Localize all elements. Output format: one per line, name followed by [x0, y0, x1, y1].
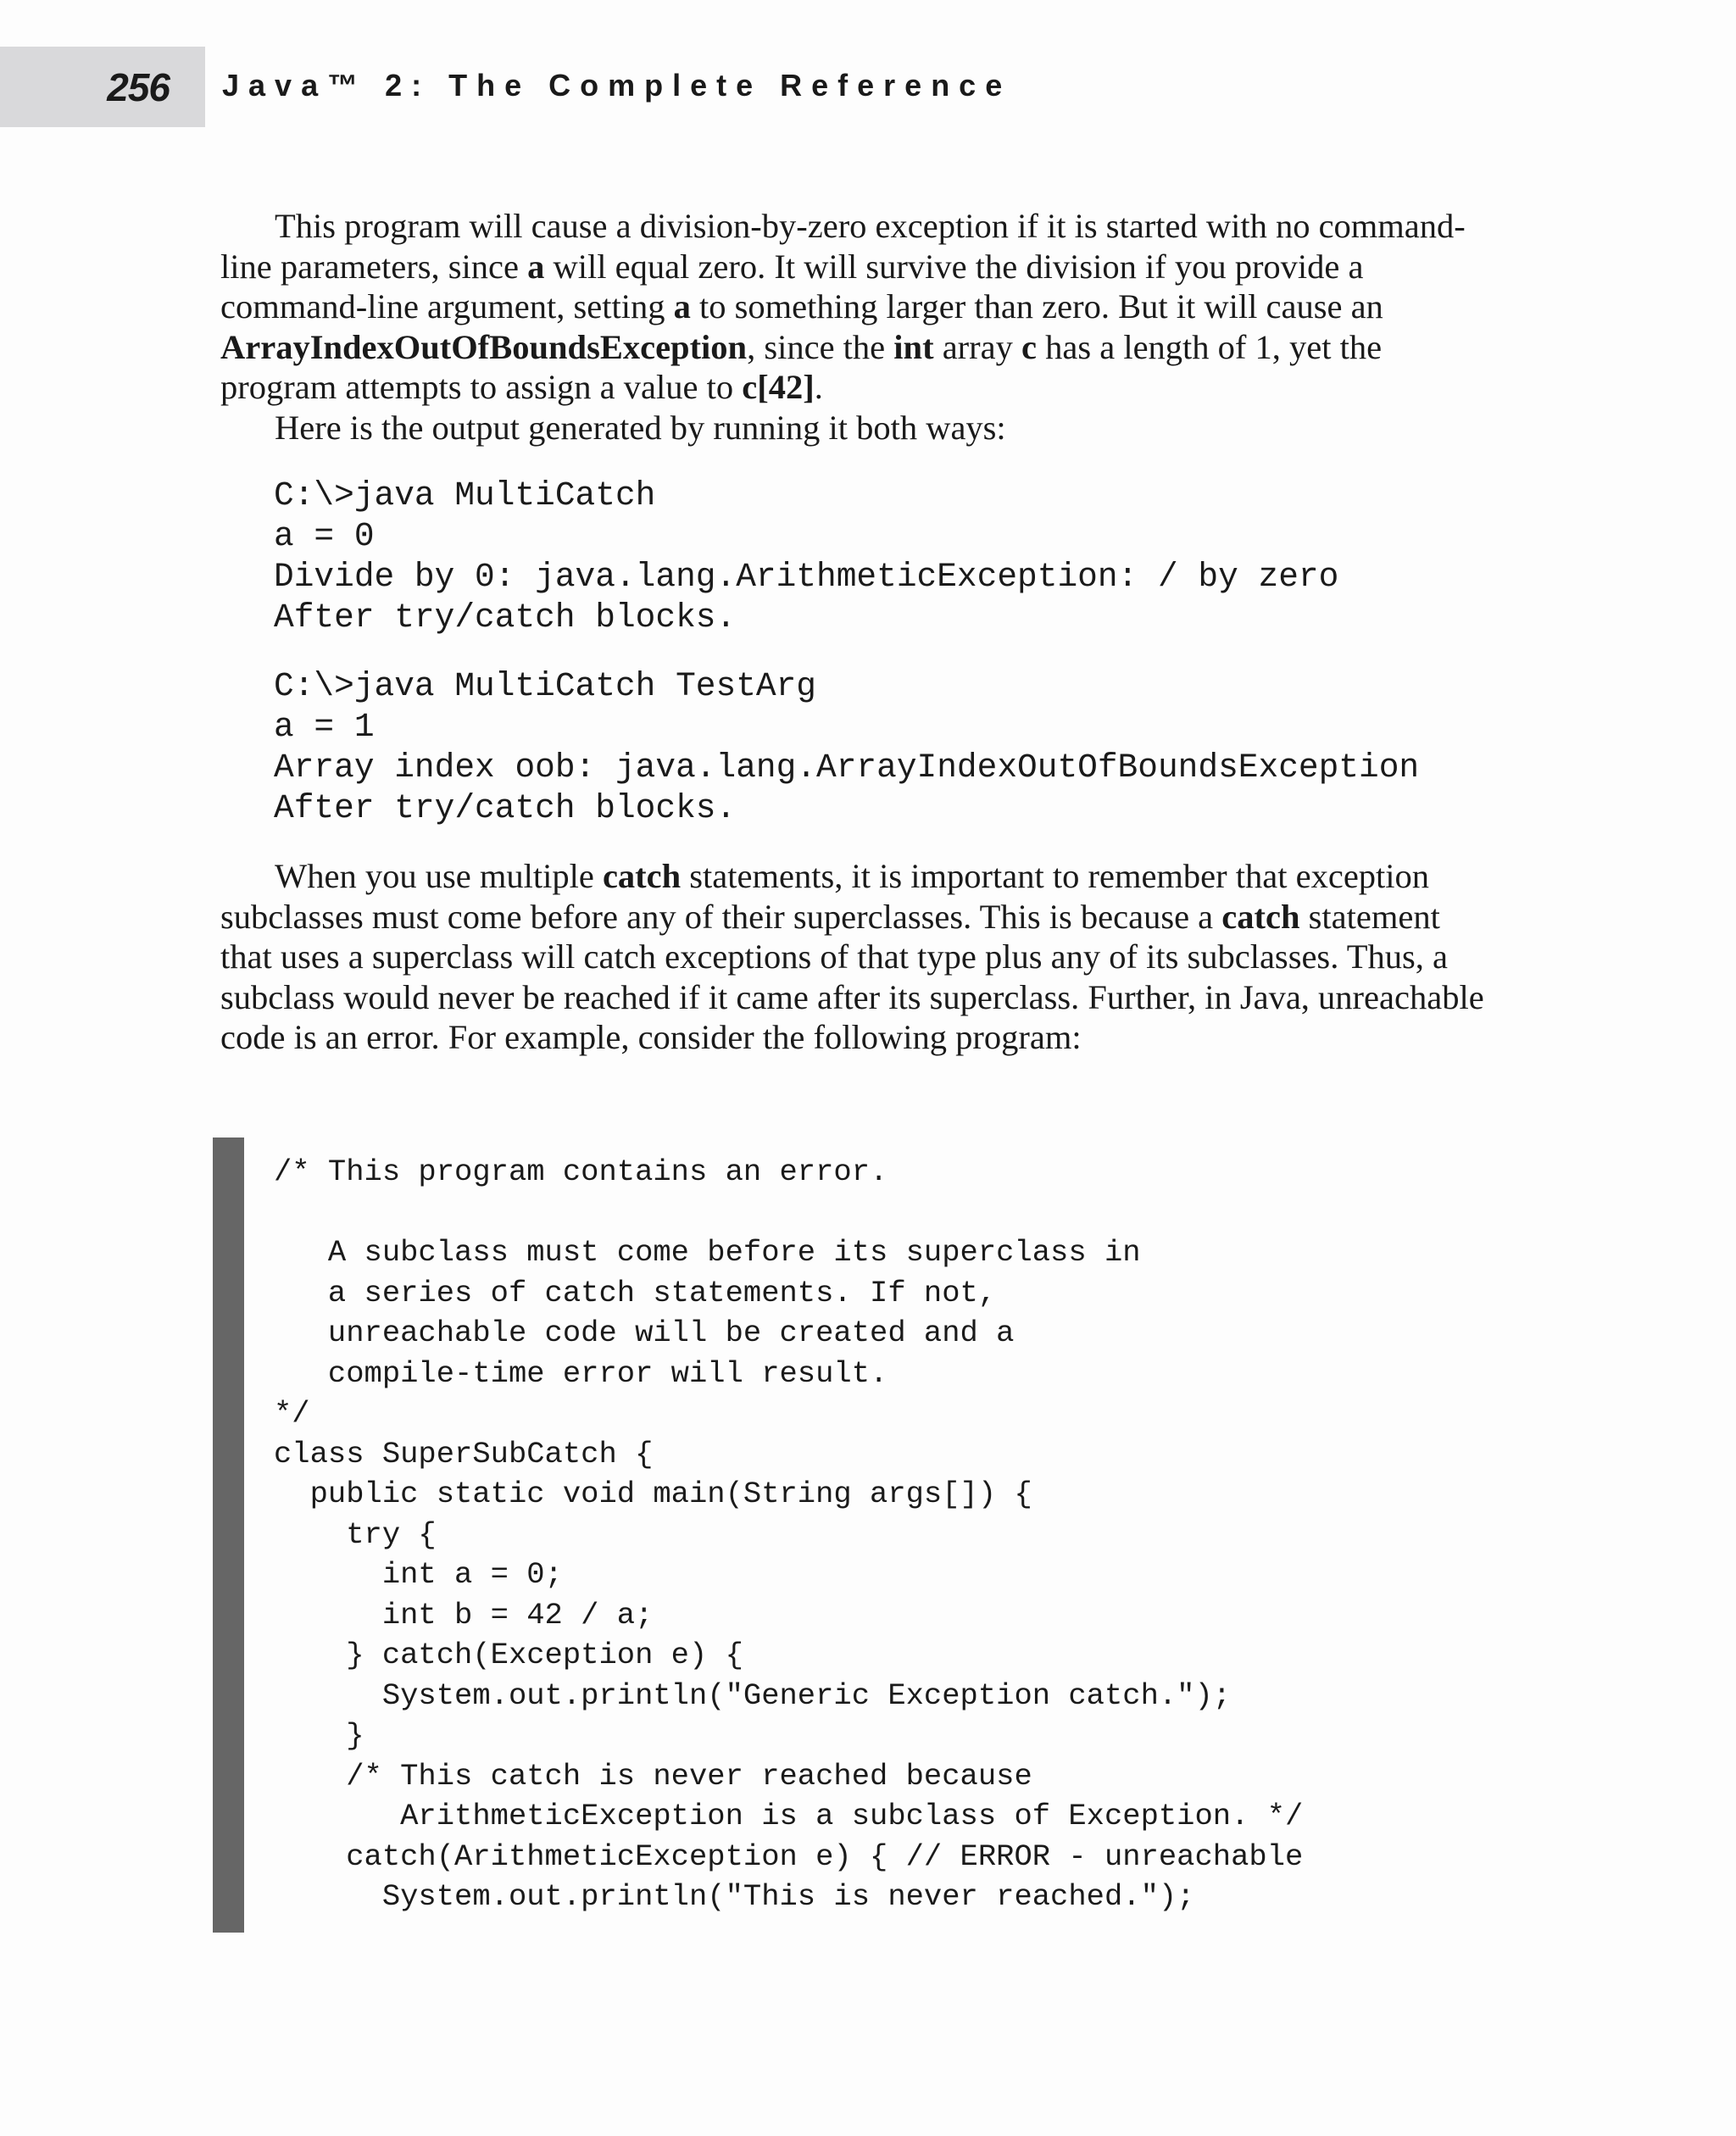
bold-term: a	[673, 287, 691, 325]
output-block-with-arg	[274, 666, 1419, 829]
code-line: int b = 42 / a;	[274, 1597, 654, 1633]
code-line: catch(ArithmeticException e) { // ERROR - unreachable	[274, 1838, 1304, 1874]
output-line: After try/catch blocks.	[274, 598, 737, 637]
bold-term: c[42]	[742, 368, 815, 406]
output-line: a = 1	[274, 708, 375, 746]
code-line: try {	[274, 1516, 437, 1552]
paragraph-catch-order	[220, 856, 1492, 1058]
output-block-no-args	[274, 476, 1338, 638]
code-listing	[274, 1152, 1303, 1917]
code-line: System.out.println("Generic Exception catch.");	[274, 1677, 1232, 1713]
bold-term: catch	[1221, 897, 1300, 936]
page-number-tab	[0, 47, 205, 127]
bold-term: a	[527, 247, 545, 286]
code-line: int a = 0;	[274, 1557, 563, 1592]
code-line: } catch(Exception e) {	[274, 1638, 743, 1672]
output-line: After try/catch blocks.	[274, 789, 737, 827]
output-line: C:\>java MultiCatch TestArg	[274, 667, 817, 705]
output-line: Array index oob: java.lang.ArrayIndexOutOfBoundsException	[274, 748, 1420, 787]
output-line: a = 0	[274, 517, 375, 555]
output-line: Divide by 0: java.lang.ArithmeticException: / by zero	[274, 558, 1339, 596]
output-line: C:\>java MultiCatch	[274, 476, 656, 515]
code-line: class SuperSubCatch {	[274, 1436, 654, 1471]
bold-term: int	[893, 327, 934, 366]
page-number: 256	[107, 64, 170, 109]
bold-term: catch	[602, 857, 682, 895]
code-line: compile-time error will result.	[274, 1355, 888, 1391]
running-header-title: Java™ 2: The Complete Reference	[222, 68, 1012, 103]
bold-term: ArrayIndexOutOfBoundsException	[220, 327, 748, 366]
code-line: unreachable code will be created and a	[274, 1316, 1015, 1350]
paragraph-catch-order-text: When you use multiple catch statements, it is important to remember that exception subclasses must come before any of their superclasses. This is because a catch statement that uses a superclass will catch exceptions of that type plus any of its subclasses. Thus, a subclass would never be reached if it came after its superclass. Further, in Java, unreachable code is an error. For example, consider the following program:	[220, 857, 1484, 1056]
code-line: System.out.println("This is never reached.");	[274, 1879, 1195, 1914]
code-line: a series of catch statements. If not,	[274, 1275, 997, 1310]
code-line: public static void main(String args[]) {	[274, 1477, 1032, 1511]
paragraph-intro	[220, 206, 1492, 448]
code-listing-bar	[213, 1138, 244, 1933]
paragraph-output-intro: Here is the output generated by running it both ways:	[275, 408, 1006, 447]
code-line: A subclass must come before its superclass in	[274, 1235, 1141, 1270]
paragraph-intro-text: This program will cause a division-by-zero exception if it is started with no command-line parameters, since a will equal zero. It will survive the division if you provide a command-line argument, setting a to something larger than zero. But it will cause an ArrayIndexOutOfBoundsException, since the int array c has a length of 1, yet the program attempts to assign a value to c[42].	[220, 207, 1466, 406]
code-line: /* This program contains an error.	[274, 1154, 888, 1189]
bold-term: c	[1021, 327, 1037, 366]
code-line: ArithmeticException is a subclass of Exception. */	[274, 1799, 1304, 1833]
code-line: }	[274, 1718, 364, 1753]
code-line: /* This catch is never reached because	[274, 1758, 1032, 1794]
code-line: */	[274, 1396, 310, 1431]
